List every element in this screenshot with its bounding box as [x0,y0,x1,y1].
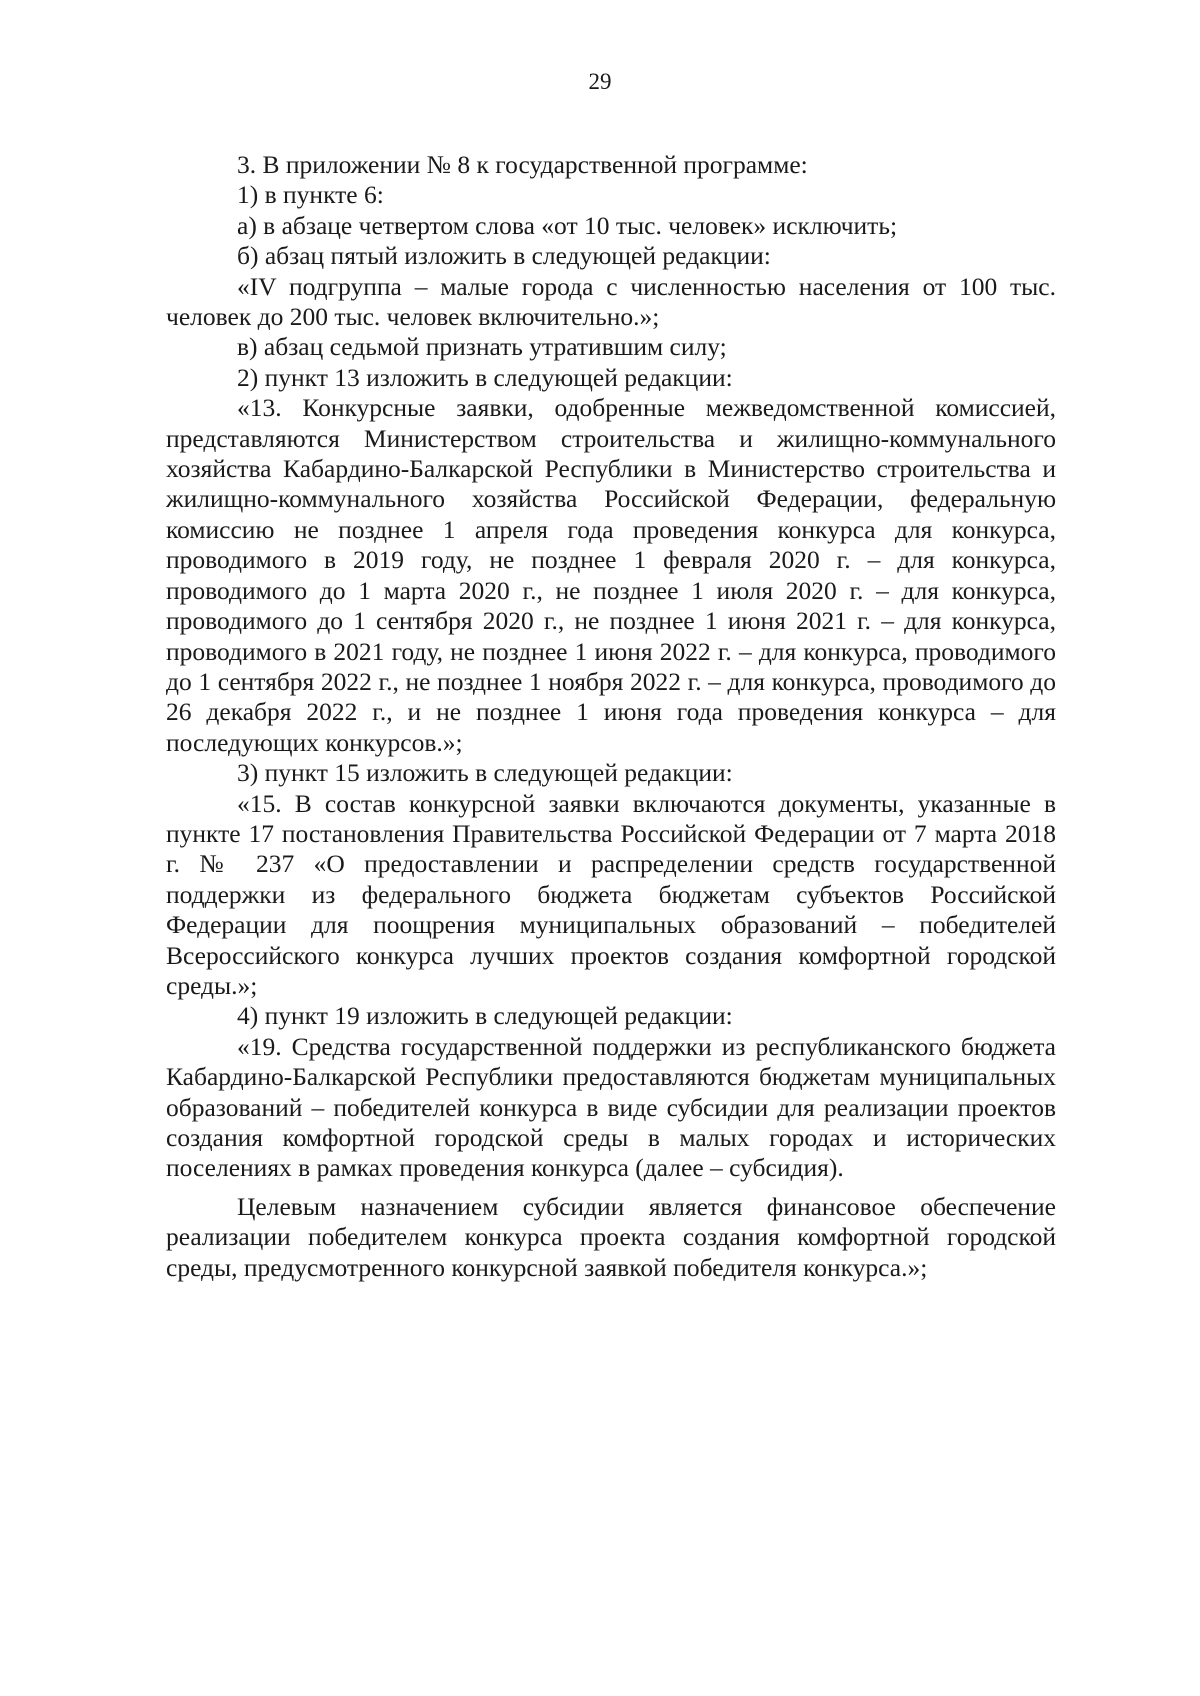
paragraph-subitem-4: 4) пункт 19 изложить в следующей редакции: [237,1001,733,1031]
paragraph-subitem-2: 2) пункт 13 изложить в следующей редакции: [237,362,733,392]
paragraph-subsidy-purpose: Целевым назначением субсидии является финансовое обеспечение реализации победителем конкурса проекта создания комфортной городской среды, предусмотренного конкурсной заявкой победителя конкурса.»; [166,1191,1056,1282]
paragraph-subitem-3: 3) пункт 15 изложить в следующей редакции: [237,758,733,788]
paragraph-quote-point-13: «13. Конкурсные заявки, одобренные межведомственной комиссией, представляются Министерством строительства и жилищно-коммунального хозяйства Кабардино-Балкарской Республики в Министерство строительства и жилищно-коммунального хозяйства Российской Федерации, федеральную комиссию не позднее 1 апреля года проведения конкурса для конкурса, проводимого в 2019 году, не позднее 1 февраля 2020 г. – для конкурса, проводимого до 1 марта 2020 г., не позднее 1 июля 2020 г. – для конкурса, проводимого до 1 сентября 2020 г., не позднее 1 июня 2021 г. – для конкурса, проводимого в 2021 году, не позднее 1 июня 2022 г. – для конкурса, проводимого до 1 сентября 2022 г., не позднее 1 ноября 2022 г. – для конкурса, проводимого до 26 декабря 2022 г., и не позднее 1 июня года проведения конкурса – для последующих конкурсов.»; [166,393,1056,757]
paragraph-quote-iv-subgroup: «IV подгруппа – малые города с численностью населения от 100 тыс. человек до 200 тыс. человек включительно.»; [166,271,1056,332]
paragraph-subitem-1: 1) в пункте 6: [237,180,384,210]
page-number: 29 [588,69,612,94]
paragraph-subitem-b: б) абзац пятый изложить в следующей редакции: [237,241,771,271]
paragraph-item-3: 3. В приложении № 8 к государственной программе: [237,150,808,179]
paragraph-quote-point-15: «15. В состав конкурсной заявки включаются документы, указанные в пункте 17 постановления Правительства Российской Федерации от 7 марта 2018 г. № 237 «О предоставлении и распределении средств государственной поддержки из федерального бюджета бюджетам субъектов Российской Федерации для поощрения муниципальных образований – победителей Всероссийского конкурса лучших проектов создания комфортной городской среды.»; [166,788,1056,1000]
paragraph-subitem-a: а) в абзаце четвертом слова «от 10 тыс. человек» исключить; [237,210,898,240]
paragraph-subitem-v: в) абзац седьмой признать утратившим силу; [237,332,727,362]
paragraph-quote-point-19: «19. Средства государственной поддержки из республиканского бюджета Кабардино-Балкарской Республики предоставляются бюджетам муниципальных образований – победителей конкурса в виде субсидии для реализации проектов создания комфортной городской среды в малых городах и исторических поселениях в рамках проведения конкурса (далее – субсидия). [166,1031,1056,1183]
document-body [166,150,1056,1283]
